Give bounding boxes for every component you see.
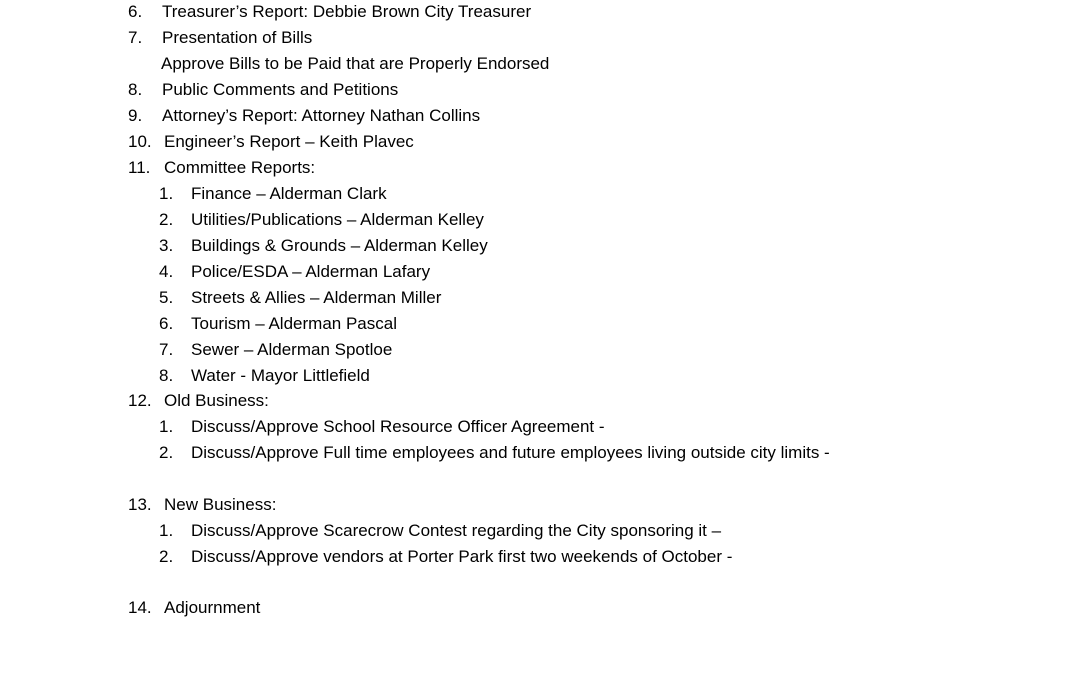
item-number: 11. [128, 158, 151, 177]
sub-item-text: Water - Mayor Littlefield [191, 366, 370, 385]
agenda-item [128, 105, 480, 127]
item-text: Adjournment [164, 598, 261, 617]
sub-item-number: 1. [159, 184, 174, 203]
sub-item [159, 287, 441, 309]
sub-item [159, 520, 721, 542]
sub-item-text: Sewer – Alderman Spotloe [191, 340, 393, 359]
item-number: 14. [128, 598, 152, 617]
agenda-item [128, 79, 398, 101]
agenda-item-subtext: Approve Bills to be Paid that are Properly Endorsed [161, 54, 550, 73]
sub-item-text: Discuss/Approve Full time employees and future employees living outside city limits - [191, 443, 830, 462]
item-number: 7. [128, 28, 143, 47]
agenda-item [128, 597, 260, 619]
sub-item [159, 209, 484, 231]
agenda-item [128, 1, 531, 23]
item-number: 10. [128, 132, 152, 151]
item-text: New Business: [164, 495, 277, 514]
item-text: Engineer’s Report – Keith Plavec [164, 132, 414, 151]
agenda-item [128, 157, 315, 179]
agenda-item [128, 131, 414, 153]
sub-item-number: 5. [159, 288, 174, 307]
sub-item [159, 339, 392, 361]
sub-item [159, 183, 387, 205]
sub-item-number: 3. [159, 236, 174, 255]
item-text: Committee Reports: [164, 158, 316, 177]
item-text: Public Comments and Petitions [162, 80, 399, 99]
sub-item [159, 442, 830, 464]
sub-item-number: 1. [159, 521, 174, 540]
sub-item [159, 261, 430, 283]
item-number: 9. [128, 106, 143, 125]
sub-item-text: Utilities/Publications – Alderman Kelley [191, 210, 484, 229]
agenda-item [128, 390, 269, 412]
sub-item-number: 4. [159, 262, 174, 281]
sub-item-text: Tourism – Alderman Pascal [191, 314, 397, 333]
sub-item-number: 2. [159, 547, 174, 566]
sub-item-number: 6. [159, 314, 174, 333]
item-text: Presentation of Bills [162, 28, 313, 47]
sub-item [159, 546, 732, 568]
item-text: Treasurer’s Report: Debbie Brown City Treasurer [162, 2, 532, 21]
sub-item-number: 2. [159, 443, 174, 462]
item-text: Attorney’s Report: Attorney Nathan Collins [162, 106, 481, 125]
sub-item-text: Finance – Alderman Clark [191, 184, 387, 203]
sub-item-text: Police/ESDA – Alderman Lafary [191, 262, 431, 281]
agenda-item [128, 494, 276, 516]
item-number: 6. [128, 2, 143, 21]
sub-item-text: Discuss/Approve vendors at Porter Park first two weekends of October - [191, 547, 733, 566]
item-number: 12. [128, 391, 152, 410]
sub-item-text: Discuss/Approve Scarecrow Contest regarding the City sponsoring it – [191, 521, 722, 540]
item-text: Old Business: [164, 391, 269, 410]
item-number: 13. [128, 495, 152, 514]
sub-item-number: 7. [159, 340, 174, 359]
sub-item-number: 2. [159, 210, 174, 229]
sub-item [159, 235, 488, 257]
sub-item [159, 365, 370, 387]
item-number: 8. [128, 80, 143, 99]
sub-item-number: 1. [159, 417, 174, 436]
sub-item [159, 416, 605, 438]
sub-item-text: Discuss/Approve School Resource Officer Agreement - [191, 417, 605, 436]
agenda-item [128, 27, 312, 49]
sub-item [159, 313, 397, 335]
sub-item-text: Buildings & Grounds – Alderman Kelley [191, 236, 488, 255]
sub-item-number: 8. [159, 366, 174, 385]
sub-item-text: Streets & Allies – Alderman Miller [191, 288, 442, 307]
